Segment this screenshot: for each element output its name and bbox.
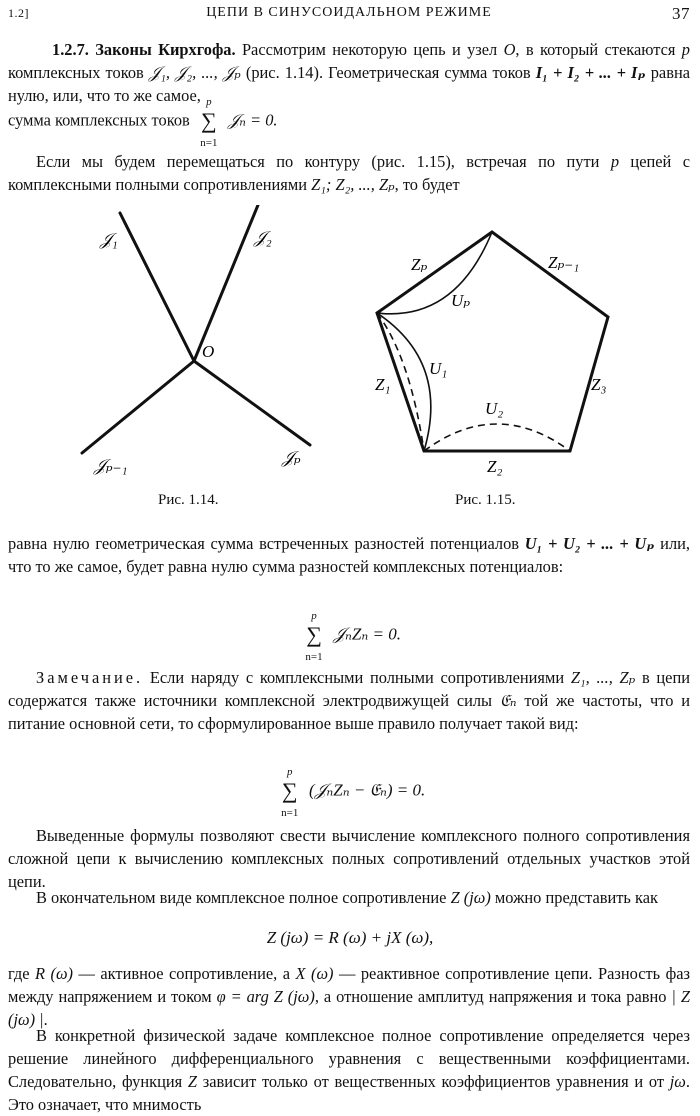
- text-run: где: [8, 964, 36, 983]
- label-z1: Z₁: [375, 375, 391, 394]
- math-z: Z: [187, 1072, 198, 1091]
- caption-fig-1-14: Рис. 1.14.: [158, 492, 219, 508]
- label-jp: 𝒥ₚ: [282, 448, 301, 467]
- sum-symbol: [196, 96, 222, 149]
- math-expression: 𝒥ₙ = 0.: [227, 110, 278, 130]
- text-run: В окончательном виде комплексное полное сопротивление: [36, 888, 451, 907]
- section-heading: 1.2.7. Законы Кирхгофа.: [52, 40, 236, 59]
- text-run: комплексных токов: [8, 63, 149, 82]
- figure-1-14: [60, 205, 320, 485]
- text-run: , в который стекаются: [515, 40, 682, 59]
- math-phase: φ = arg Z (jω): [216, 987, 315, 1006]
- text-run: Если мы будем перемещаться по контуру (рис. 1.15), встречая по пути: [36, 152, 611, 171]
- paragraph-potentials: [8, 532, 690, 578]
- text-run: , а отношение амплитуд напряжения и тока равно: [314, 987, 672, 1006]
- chapter-title: ЦЕПИ В СИНУСОИДАЛЬНОМ РЕЖИМЕ: [206, 5, 492, 20]
- math-x: X (ω): [295, 964, 334, 983]
- branch-jp: [194, 361, 310, 445]
- math-p: p: [681, 40, 690, 59]
- math-vector-sum: I₁ + I₂ + ... + Iₚ: [535, 63, 646, 82]
- sum-upper-limit: p: [206, 96, 212, 108]
- text-run: . Это означает, что мнимость: [8, 1072, 690, 1114]
- caption-fig-1-15: Рис. 1.15.: [455, 492, 516, 508]
- text-run: цепей с комплексными полными сопротивлениями: [8, 152, 690, 194]
- label-j2: 𝒥₂: [254, 228, 272, 247]
- math-abs: | Z (jω) |: [8, 987, 690, 1029]
- section-number: 1.2]: [8, 6, 29, 20]
- math-jw: jω: [669, 1072, 686, 1091]
- text-run: равна нулю геометрическая сумма встреченных разностей потенциалов: [8, 534, 525, 553]
- sum-symbol: [277, 766, 303, 819]
- label-u1: U₁: [429, 359, 448, 378]
- branch-j2: [194, 205, 258, 361]
- paragraph-contour: [8, 150, 690, 196]
- text-run: той же частоты, что и питание основной сети, то сформулированное выше правило получает такой вид:: [8, 691, 690, 733]
- figure-1-15: [355, 222, 625, 484]
- sum-symbol: [301, 610, 327, 663]
- sum-lower-limit: n=1: [200, 137, 218, 149]
- text-run: Выведенные формулы позволяют свести вычисление комплексного полного сопротивления сложной цепи к вычислению комплексных полных сопротивлений отдельных участков этой цепи.: [8, 826, 690, 891]
- branch-j1: [120, 213, 194, 361]
- paragraph-active-reactive: [8, 962, 690, 1031]
- arc-u2-dashed: [424, 424, 570, 451]
- text-run: (рис. 1.14). Геометрическая сумма токов: [240, 63, 536, 82]
- remark-label: Замечание.: [36, 668, 144, 687]
- branch-jp1: [82, 361, 194, 453]
- paragraph-final-form: [8, 886, 690, 909]
- paragraph-physical-problem: [8, 1024, 690, 1116]
- math-impedances: Z₁; Z₂, ..., Zₚ: [311, 175, 395, 194]
- label-u2: U₂: [485, 399, 504, 418]
- math-expression: (𝒥ₙZₙ − 𝔈ₙ) = 0.: [308, 780, 426, 800]
- math-vector-sum: U₁ + U₂ + ... + Uₚ: [524, 534, 655, 553]
- label-zp: Zₚ: [411, 255, 428, 274]
- text-run: , то будет: [394, 175, 460, 194]
- math-impedances: Z₁, ..., Zₚ: [570, 668, 636, 687]
- page-number: 37: [672, 4, 690, 23]
- running-header: [8, 4, 690, 26]
- math-p: p: [610, 152, 620, 171]
- sum-lower-limit: n=1: [305, 651, 323, 663]
- paragraph-derived-formulas: [8, 824, 690, 893]
- sum-upper-limit: p: [311, 610, 317, 622]
- text-run: Если наряду с комплексными полными сопротивлениями: [143, 668, 571, 687]
- text-run: зависит только от вещественных коэффициентов уравнения и от: [197, 1072, 670, 1091]
- text-run: сумма комплексных токов: [8, 110, 194, 130]
- sigma-glyph: ∑: [306, 622, 322, 647]
- text-run: — реактивное сопротивление цепи. Разность фаз между напряжением и током: [8, 964, 690, 1006]
- label-zp1: Zₚ₋₁: [548, 253, 580, 272]
- label-j1: 𝒥₁: [100, 230, 118, 249]
- text-run: можно представить как: [490, 888, 658, 907]
- formula-kirchhoff-voltage: [0, 610, 700, 663]
- paragraph-remark: [8, 666, 690, 735]
- math-currents: 𝒥₁, 𝒥₂, ..., 𝒥ₚ: [148, 63, 241, 82]
- label-up: Uₚ: [451, 291, 471, 310]
- text-run: в цепи содержатся также источники комплексной электродвижущей силы: [8, 668, 690, 710]
- paragraph-kirchhoff-intro: [8, 38, 690, 107]
- formula-kirchhoff-emf: [0, 766, 700, 819]
- text-run: В конкретной физической задаче комплексное полное сопротивление определяется через решение линейного дифференциального уравнения с вещественными коэффициентами. Следовательно, функция: [8, 1026, 690, 1091]
- math-expression: Z (jω) = R (ω) + jX (ω),: [266, 928, 434, 947]
- text-run: равна нулю, или, что то же самое,: [8, 63, 690, 105]
- sum-upper-limit: p: [286, 766, 293, 778]
- math-r: R (ω): [35, 964, 74, 983]
- sigma-glyph: ∑: [201, 108, 217, 133]
- text-run: или, что то же самое, будет равна нулю сумма разностей комплексных потенциалов:: [8, 534, 690, 576]
- text-run: Рассмотрим некоторую цепь и узел: [235, 40, 504, 59]
- label-node-o: O: [202, 342, 215, 361]
- label-jp1: 𝒥ₚ₋₁: [94, 456, 128, 475]
- label-z2: Z₂: [487, 457, 503, 476]
- math-emf: 𝔈ₙ: [499, 691, 517, 710]
- sigma-glyph: ∑: [281, 778, 298, 803]
- math-z-jw: Z (jω): [450, 888, 491, 907]
- text-run: .: [43, 1010, 48, 1029]
- math-expression: 𝒥ₙZₙ = 0.: [333, 624, 401, 644]
- text-run: — активное сопротивление, а: [73, 964, 296, 983]
- label-z3: Z₃: [591, 375, 607, 394]
- formula-impedance: [0, 928, 700, 948]
- math-node: O: [503, 40, 516, 59]
- sum-lower-limit: n=1: [281, 807, 299, 819]
